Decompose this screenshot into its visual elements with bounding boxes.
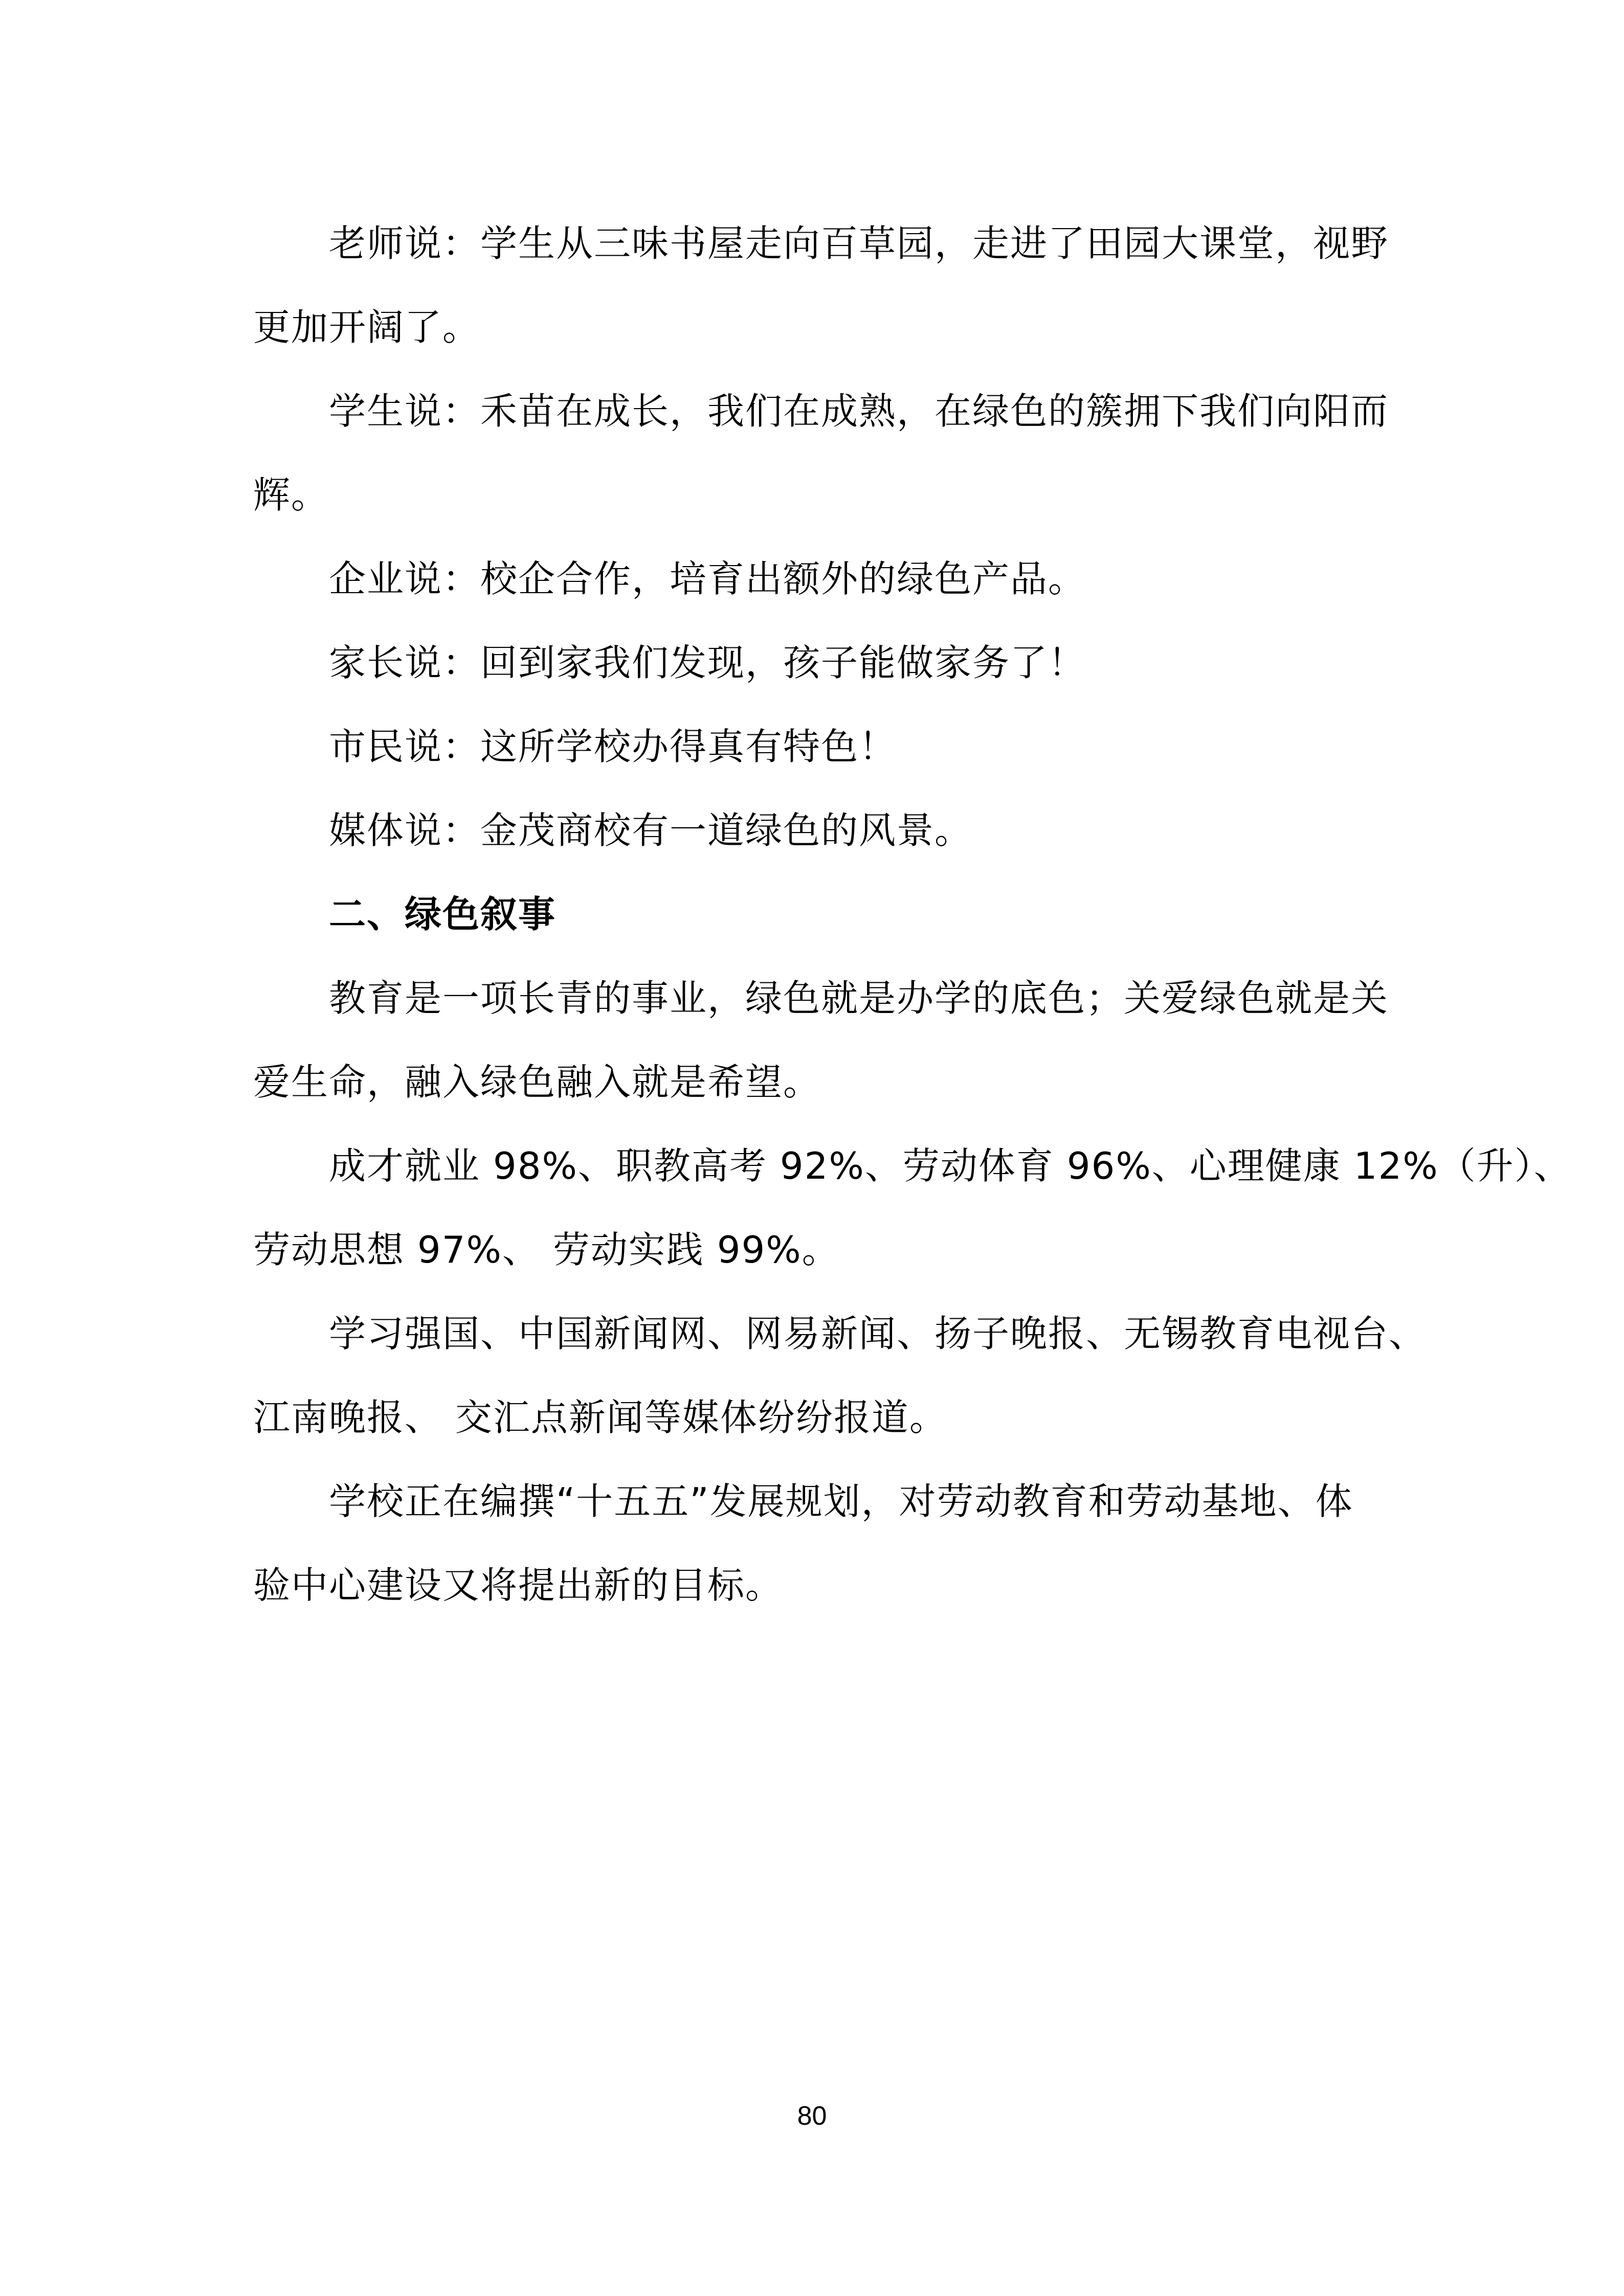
text-line: 劳动思想 97%、 劳动实践 99%。 bbox=[253, 1228, 840, 1271]
page-number: 80 bbox=[797, 2101, 827, 2131]
text-line: 学生说：禾苗在成长，我们在成熟，在绿色的簇拥下我们向阳而 bbox=[329, 390, 1389, 433]
text-line: 家长说：回到家我们发现，孩子能做家务了！ bbox=[329, 641, 1086, 684]
text-line: 辉。 bbox=[253, 474, 329, 516]
text-line: 企业说：校企合作，培育出额外的绿色产品。 bbox=[329, 557, 1086, 600]
text-line: 老师说：学生从三味书屋走向百草园，走进了田园大课堂，视野 bbox=[329, 222, 1389, 265]
text-line: 爱生命，融入绿色融入就是希望。 bbox=[253, 1061, 821, 1104]
text-line: 学习强国、中国新闻网、网易新闻、扬子晚报、无锡教育电视台、 bbox=[329, 1312, 1427, 1355]
text-line: 成才就业 98%、职教高考 92%、劳动体育 96%、心理健康 12%（升）、 bbox=[329, 1144, 1572, 1187]
text-line: 教育是一项长青的事业，绿色就是办学的底色；关爱绿色就是关 bbox=[329, 977, 1389, 1020]
text-line: 学校正在编撰“十五五”发展规划，对劳动教育和劳动基地、体 bbox=[329, 1480, 1353, 1523]
text-line: 更加开阔了。 bbox=[253, 306, 481, 349]
text-line: 验中心建设又将提出新的目标。 bbox=[253, 1564, 784, 1607]
body-text bbox=[253, 201, 1572, 1627]
section-heading: 二、绿色叙事 bbox=[329, 893, 557, 936]
text-line: 市民说：这所学校办得真有特色！ bbox=[329, 725, 897, 768]
text-line: 江南晚报、 交汇点新闻等媒体纷纷报道。 bbox=[253, 1396, 947, 1439]
text-line: 媒体说：金茂商校有一道绿色的风景。 bbox=[329, 809, 973, 852]
